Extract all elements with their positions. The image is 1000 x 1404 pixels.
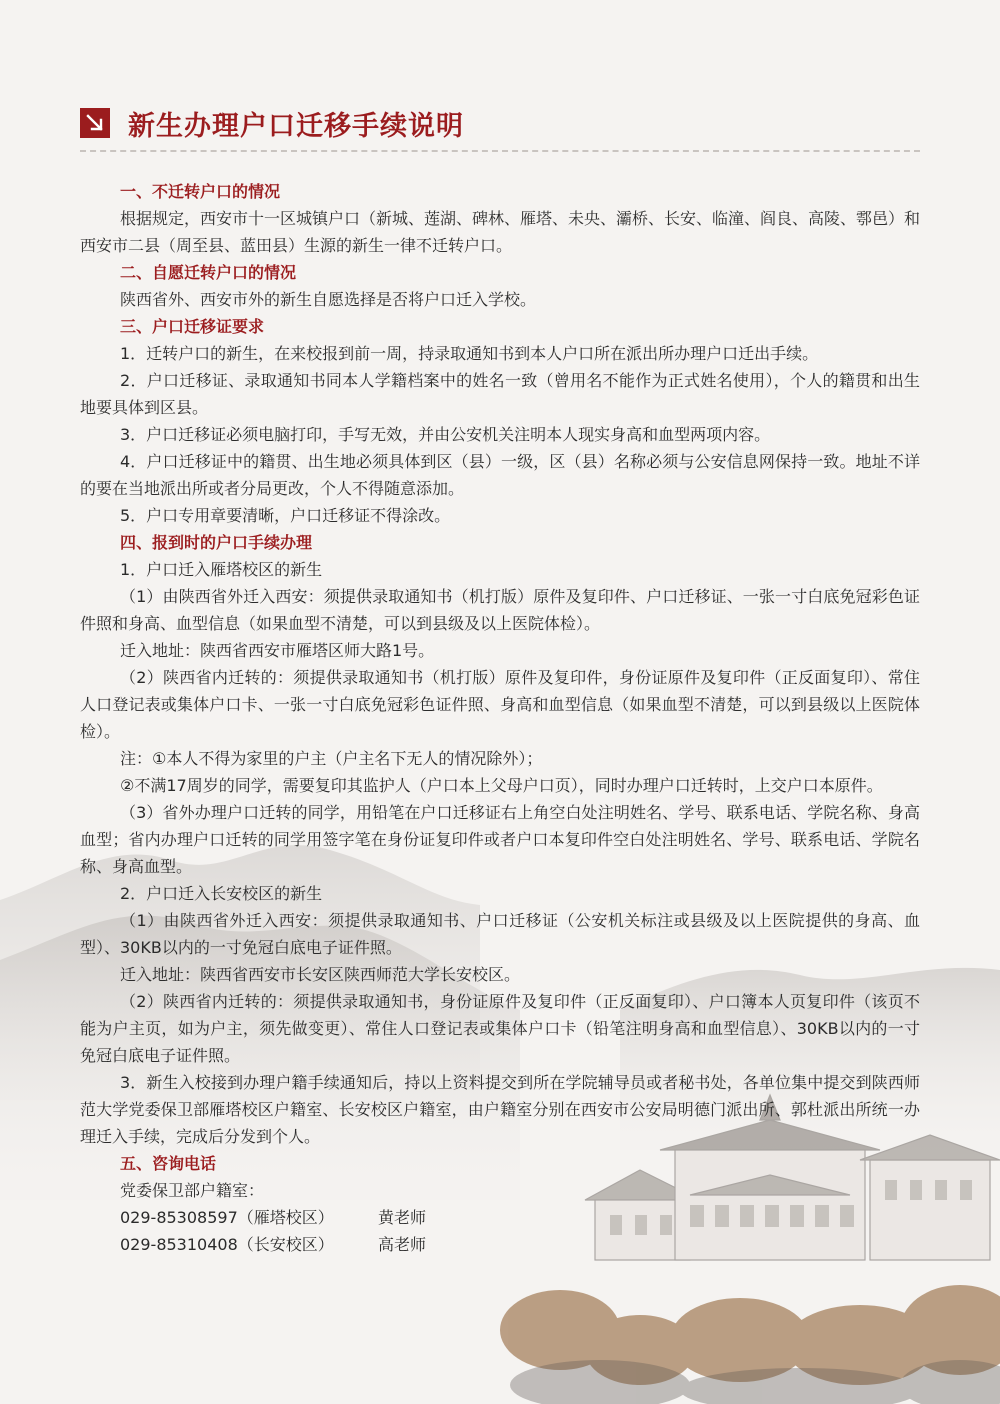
contact-person: 黄老师	[378, 1208, 427, 1227]
section-heading-4: 四、报到时的户口手续办理	[120, 533, 313, 552]
contact-row	[80, 1231, 920, 1258]
contact-row	[80, 1204, 920, 1231]
paragraph: ②不满17周岁的同学，需要复印其监护人（户口本上父母户口页），同时办理户口迁转时，上交户口本原件。	[120, 776, 883, 795]
section-heading-3: 三、户口迁移证要求	[120, 317, 265, 336]
section-heading-1: 一、不迁转户口的情况	[120, 182, 281, 201]
address-line: 迁入地址：陕西省西安市长安区陕西师范大学长安校区。	[120, 965, 521, 984]
paragraph: （1）由陕西省外迁入西安：须提供录取通知书（机打版）原件及复印件、户口迁移证、一张一寸白底免冠彩色证件照和身高、血型信息（如果血型不清楚，可以到县级及以上医院体检）。	[80, 587, 920, 633]
document-body	[80, 178, 920, 1258]
list-item: 2．户口迁移证、录取通知书同本人学籍档案中的姓名一致（曾用名不能作为正式姓名使用），个人的籍贯和出生地要具体到区县。	[80, 371, 920, 417]
paragraph: （2）陕西省内迁转的：须提供录取通知书（机打版）原件及复印件，身份证原件及复印件（正反面复印）、常住人口登记表或集体户口卡、一张一寸白底免冠彩色证件照、身高和血型信息（如果血型不清楚，可以到县级以上医院体检）。	[80, 668, 920, 741]
list-item: 4．户口迁移证中的籍贯、出生地必须具体到区（县）一级，区（县）名称必须与公安信息网保持一致。地址不详的要在当地派出所或者分局更改，个人不得随意添加。	[80, 452, 920, 498]
title-divider	[80, 150, 920, 152]
section-heading-2: 二、自愿迁转户口的情况	[120, 263, 297, 282]
list-item: 1．迁转户口的新生，在来校报到前一周，持录取通知书到本人户口所在派出所办理户口迁出手续。	[120, 344, 819, 363]
list-item: 3．户口迁移证必须电脑打印，手写无效，并由公安机关注明本人现实身高和血型两项内容。	[120, 425, 771, 444]
paragraph: 3．新生入校接到办理户籍手续通知后，持以上资料提交到所在学院辅导员或者秘书处，各单位集中提交到陕西师范大学党委保卫部雁塔校区户籍室、长安校区户籍室，由户籍室分别在西安市公安局明德门派出所、郭杜派出所统一办理迁入手续，完成后分发到个人。	[80, 1073, 920, 1146]
paragraph: （3）省外办理户口迁转的同学，用铅笔在户口迁移证右上角空白处注明姓名、学号、联系电话、学院名称、身高血型；省内办理户口迁转的同学用签字笔在身份证复印件或者户口本复印件空白处注明姓名、学号、联系电话、学院名称、身高血型。	[80, 803, 920, 876]
contact-person: 高老师	[378, 1235, 427, 1254]
page-title: 新生办理户口迁移手续说明	[128, 111, 464, 142]
address-line: 迁入地址：陕西省西安市雁塔区师大路1号。	[120, 641, 435, 660]
phone-number: 029-85308597（雁塔校区）	[120, 1208, 334, 1227]
paragraph: 根据规定，西安市十一区城镇户口（新城、莲湖、碑林、雁塔、未央、灞桥、长安、临潼、阎良、高陵、鄠邑）和西安市二县（周至县、蓝田县）生源的新生一律不迁转户口。	[80, 209, 921, 255]
office-label: 党委保卫部户籍室：	[120, 1181, 265, 1200]
note-line: 注：①本人不得为家里的户主（户主名下无人的情况除外）；	[120, 749, 543, 768]
sub-heading: 2．户口迁入长安校区的新生	[120, 884, 323, 903]
arrow-down-right-icon	[80, 108, 110, 138]
section-heading-5: 五、咨询电话	[120, 1154, 217, 1173]
page-header	[80, 102, 920, 146]
phone-number: 029-85310408（长安校区）	[120, 1235, 334, 1254]
paragraph: 陕西省外、西安市外的新生自愿选择是否将户口迁入学校。	[120, 290, 537, 309]
sub-heading: 1．户口迁入雁塔校区的新生	[120, 560, 323, 579]
paragraph: （1）由陕西省外迁入西安：须提供录取通知书、户口迁移证（公安机关标注或县级及以上医院提供的身高、血型）、30KB以内的一寸免冠白底电子证件照。	[80, 911, 920, 957]
paragraph: （2）陕西省内迁转的：须提供录取通知书，身份证原件及复印件（正反面复印）、户口簿本人页复印件（该页不能为户主页，如为户主，须先做变更）、常住人口登记表或集体户口卡（铅笔注明身高和血型信息）、30KB以内的一寸免冠白底电子证件照。	[80, 992, 920, 1065]
list-item: 5．户口专用章要清晰，户口迁移证不得涂改。	[120, 506, 451, 525]
